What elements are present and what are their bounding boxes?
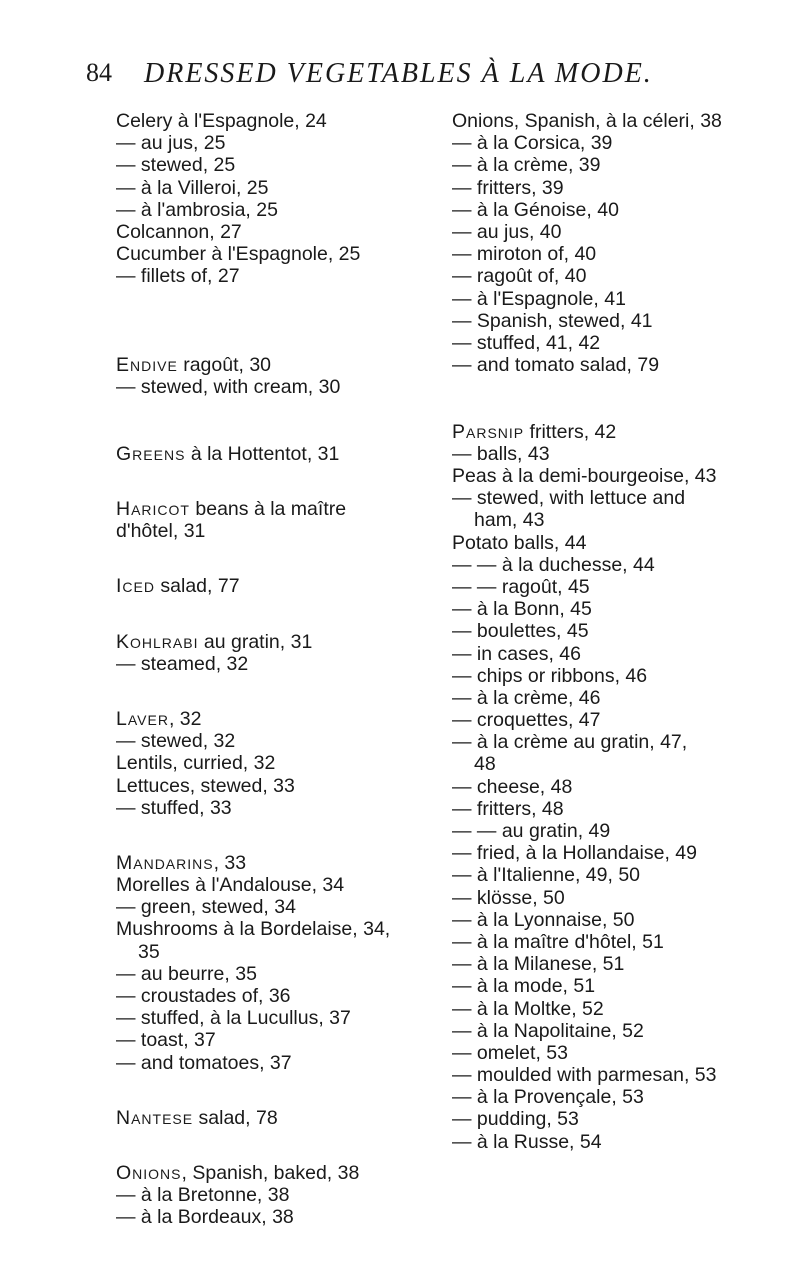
index-entry: — green, stewed, 34 <box>116 896 296 919</box>
index-entry: — stewed, 32 <box>116 730 236 753</box>
index-entry: Iced salad, 77 <box>116 575 240 598</box>
section-gap <box>452 376 752 420</box>
entry-lead: Kohlrabi <box>116 630 199 653</box>
index-entry: — steamed, 32 <box>116 652 249 675</box>
index-entry: ham, 43 <box>474 509 545 532</box>
index-entry: — à la crème, 39 <box>452 154 601 177</box>
index-entry: — à la crème au gratin, 47, <box>452 731 688 754</box>
index-entry: — stewed, with lettuce and <box>452 487 686 510</box>
index-entry: — miroton of, 40 <box>452 243 597 266</box>
index-entry: Kohlrabi au gratin, 31 <box>116 630 313 653</box>
index-entry: — fried, à la Hollandaise, 49 <box>452 842 697 865</box>
index-entry: — croustades of, 36 <box>116 985 291 1008</box>
index-entry: — à la Milanese, 51 <box>452 953 625 976</box>
index-entry: Nantese salad, 78 <box>116 1106 278 1129</box>
index-entry: — à la Bretonne, 38 <box>116 1184 290 1207</box>
index-entry: Haricot beans à la maître <box>116 498 347 521</box>
index-entry: — and tomato salad, 79 <box>452 354 660 377</box>
index-entry: Endive ragoût, 30 <box>116 354 272 377</box>
index-entry: Mandarins, 33 <box>116 851 247 874</box>
index-entry: — — ragoût, 45 <box>452 575 590 598</box>
index-entry: — fritters, 48 <box>452 797 564 820</box>
page-title: DRESSED VEGETABLES À LA MODE. <box>144 58 653 89</box>
page-header <box>86 58 746 94</box>
index-entry: — ragoût of, 40 <box>452 265 587 288</box>
index-entry: — à l'Italienne, 49, 50 <box>452 864 641 887</box>
section-gap <box>116 1129 416 1162</box>
entry-lead: Nantese <box>116 1106 194 1129</box>
index-entry: — au jus, 40 <box>452 220 562 243</box>
index-entry: — croquettes, 47 <box>452 709 601 732</box>
index-entry: Lentils, curried, 32 <box>116 752 276 775</box>
index-entry: — — au gratin, 49 <box>452 820 611 843</box>
index-entry: — fillets of, 27 <box>116 265 240 288</box>
index-entry: — klösse, 50 <box>452 886 565 909</box>
index-entry: — boulettes, 45 <box>452 620 589 643</box>
index-entry: — toast, 37 <box>116 1029 216 1052</box>
index-entry: — — à la duchesse, 44 <box>452 553 655 576</box>
index-entry: — cheese, 48 <box>452 775 573 798</box>
page-number: 84 <box>86 58 112 87</box>
section-gap <box>116 598 416 631</box>
index-entry: — stuffed, 41, 42 <box>452 331 601 354</box>
index-entry: Greens à la Hottentot, 31 <box>116 442 340 465</box>
index-entry: — à la Génoise, 40 <box>452 198 619 221</box>
index-entry: — stuffed, 33 <box>116 796 232 819</box>
index-entry: — chips or ribbons, 46 <box>452 664 648 687</box>
index-entry: Mushrooms à la Bordelaise, 34, <box>116 918 391 941</box>
index-entry: — Spanish, stewed, 41 <box>452 309 653 332</box>
entry-lead: Laver <box>116 707 169 730</box>
index-entry: — à la Lyonnaise, 50 <box>452 908 635 931</box>
index-entry: Peas à la demi-bourgeoise, 43 <box>452 465 717 488</box>
index-entry: — à la Russe, 54 <box>452 1130 602 1153</box>
section-gap <box>116 288 416 355</box>
index-entry: Lettuces, stewed, 33 <box>116 774 295 797</box>
index-entry: Colcannon, 27 <box>116 220 242 243</box>
index-column-right <box>452 110 752 1153</box>
index-entry: — stewed, with cream, 30 <box>116 376 341 399</box>
index-entry: — à la Corsica, 39 <box>452 132 613 155</box>
index-entry: — à la crème, 46 <box>452 686 601 709</box>
index-entry: Morelles à l'Andalouse, 34 <box>116 874 345 897</box>
index-entry: Onions, Spanish, baked, 38 <box>116 1161 360 1184</box>
index-entry: — au beurre, 35 <box>116 962 257 985</box>
index-entry: 35 <box>138 940 160 963</box>
section-gap <box>116 819 416 852</box>
index-entry: — stuffed, à la Lucullus, 37 <box>116 1007 351 1030</box>
index-entry: — omelet, 53 <box>452 1041 568 1064</box>
section-gap <box>116 542 416 575</box>
entry-lead: Iced <box>116 575 155 598</box>
section-gap <box>116 1074 416 1107</box>
index-entry: Laver, 32 <box>116 707 202 730</box>
entry-lead: Endive <box>116 354 178 377</box>
section-gap <box>116 465 416 498</box>
index-entry: — à la maître d'hôtel, 51 <box>452 930 664 953</box>
index-entry: Celery à l'Espagnole, 24 <box>116 110 327 132</box>
section-gap <box>116 398 416 442</box>
index-entry: d'hôtel, 31 <box>116 520 206 543</box>
index-entry: — à la mode, 51 <box>452 975 596 998</box>
section-gap <box>116 675 416 708</box>
index-entry: — à l'Espagnole, 41 <box>452 287 626 310</box>
index-column-left <box>116 110 416 1229</box>
index-entry: — moulded with parmesan, 53 <box>452 1064 717 1087</box>
entry-lead: Greens <box>116 442 186 465</box>
index-entry: — à la Moltke, 52 <box>452 997 604 1020</box>
index-entry: — à la Napolitaine, 52 <box>452 1019 644 1042</box>
entry-lead: Mandarins <box>116 851 214 874</box>
index-entry: — à l'ambrosia, 25 <box>116 198 278 221</box>
index-entry: — à la Bordeaux, 38 <box>116 1206 294 1229</box>
entry-lead: Onions <box>116 1161 182 1184</box>
index-entry: — pudding, 53 <box>452 1108 579 1131</box>
index-entry: — à la Bonn, 45 <box>452 598 592 621</box>
index-entry: — fritters, 39 <box>452 176 564 199</box>
index-entry: — au jus, 25 <box>116 132 226 155</box>
index-entry: — stewed, 25 <box>116 154 236 177</box>
index-entry: Potato balls, 44 <box>452 531 587 554</box>
index-entry: — balls, 43 <box>452 442 550 465</box>
index-entry: Cucumber à l'Espagnole, 25 <box>116 243 361 266</box>
index-entry: — à la Provençale, 53 <box>452 1086 644 1109</box>
index-entry: Parsnip fritters, 42 <box>452 420 617 443</box>
index-entry: 48 <box>474 753 496 776</box>
index-entry: — in cases, 46 <box>452 642 581 665</box>
index-entry: — and tomatoes, 37 <box>116 1051 292 1074</box>
entry-lead: Haricot <box>116 498 190 521</box>
index-entry: — à la Villeroi, 25 <box>116 176 269 199</box>
entry-lead: Parsnip <box>452 420 525 443</box>
index-entry: Onions, Spanish, à la céleri, 38 <box>452 110 722 132</box>
